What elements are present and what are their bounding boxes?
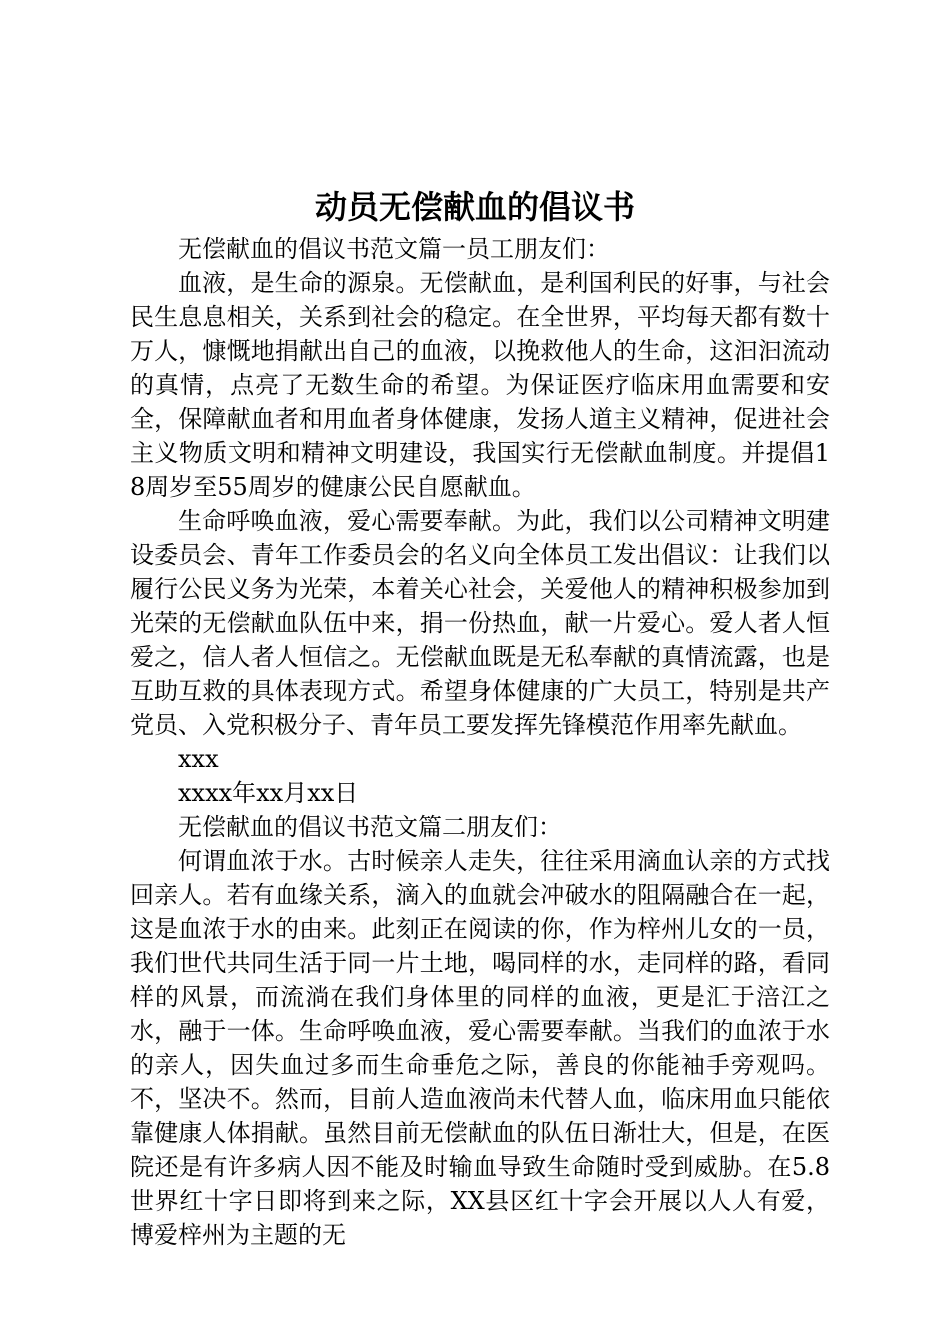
section-two-heading: 无偿献血的倡议书范文篇二朋友们：	[178, 813, 562, 841]
document-title: 动员无偿献血的倡议书	[314, 188, 635, 226]
paragraph-blood-thicker-than-water: 何谓血浓于水。古时候亲人走失，往往采用滴血认亲的方式找回亲人。若有血缘关系，滴入的血就会冲破水的阻隔融合在一起，这是血浓于水的由来。此刻正在阅读的你，作为梓州儿女的一员，我们世代共同生活于同一片土地，喝同样的水，走同样的路，看同样的风景，而流淌在我们身体里的同样的血液，更是汇于涪江之水，融于一体。生命呼唤血液，爱心需要奉献。当我们的血浓于水的亲人，因失血过多而生命垂危之际，善良的你能袖手旁观吗。不，坚决不。然而，目前人造血液尚未代替人血，临床用血只能依靠健康人体捐献。虽然目前无偿献血的队伍日渐壮大，但是，在医院还是有许多病人因不能及时输血导致生命随时受到威胁。在5.8世界红十字日即将到来之际，XX县区红十字会开展以人人有爱，博爱梓州为主题的无	[130, 847, 830, 1249]
signature-placeholder: xxx	[178, 745, 219, 773]
paragraph-blood-source: 血液，是生命的源泉。无偿献血，是利国利民的好事，与社会民生息息相关，关系到社会的稳定。在全世界，平均每天都有数十万人，慷慨地捐献出自己的血液，以挽救他人的生命，这汩汩流动的真情，点亮了无数生命的希望。为保证医疗临床用血需要和安全，保障献血者和用血者身体健康，发扬人道主义精神，促进社会主义物质文明和精神文明建设，我国实行无偿献血制度。并提倡18周岁至55周岁的健康公民自愿献血。	[130, 269, 830, 501]
section-one-heading: 无偿献血的倡议书范文篇一员工朋友们：	[178, 235, 610, 263]
document-body	[130, 232, 830, 1252]
paragraph-call-to-donate: 生命呼唤血液，爱心需要奉献。为此，我们以公司精神文明建设委员会、青年工作委员会的名义向全体员工发出倡议：让我们以履行公民义务为光荣，本着关心社会，关爱他人的精神积极参加到光荣的无偿献血队伍中来，捐一份热血，献一片爱心。爱人者人恒爱之，信人者人恒信之。无偿献血既是无私奉献的真情流露，也是互助互救的具体表现方式。希望身体健康的广大员工，特别是共产党员、入党积极分子、青年员工要发挥先锋模范作用率先献血。	[130, 507, 830, 739]
date-placeholder: xxxx年xx月xx日	[178, 779, 359, 807]
